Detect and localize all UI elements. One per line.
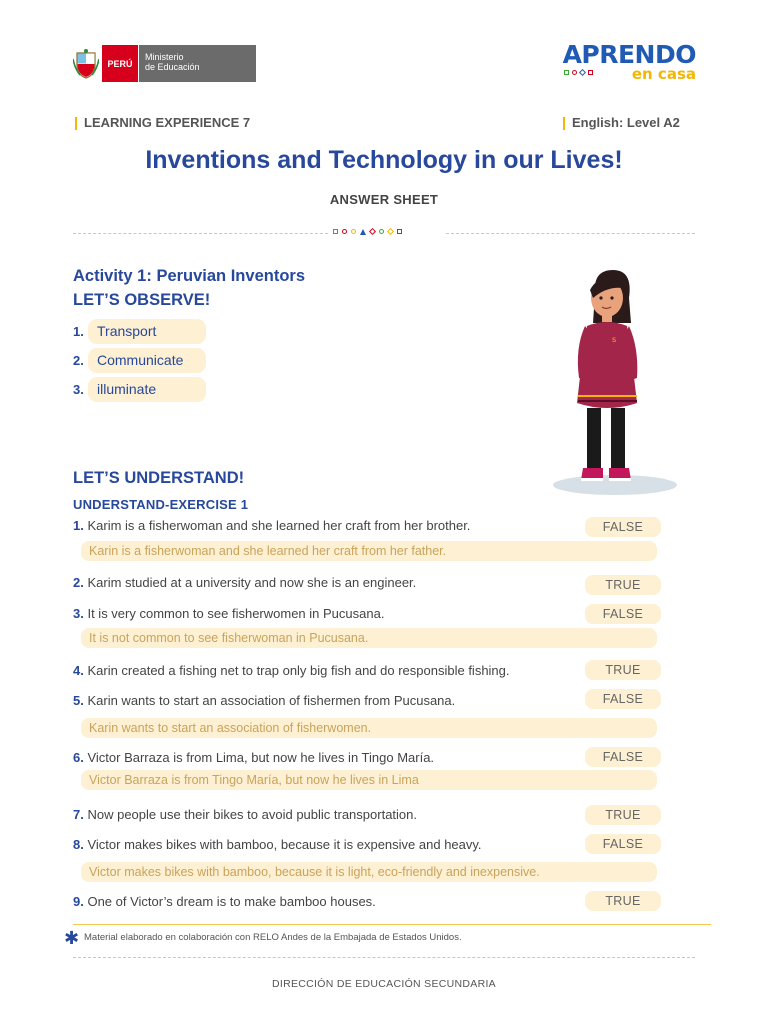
circle-icon bbox=[351, 229, 356, 234]
question-text: Now people use their bikes to avoid public transportation. bbox=[87, 807, 417, 822]
question-text: Karim is a fisherwoman and she learned her craft from her brother. bbox=[87, 518, 471, 533]
observe-answer: Communicate bbox=[88, 348, 206, 373]
footnote: Material elaborado en colaboración con RELO Andes de la Embajada de Estados Unidos. bbox=[84, 932, 462, 943]
svg-text:s: s bbox=[612, 335, 617, 344]
question-6 bbox=[73, 750, 434, 765]
diamond-icon bbox=[369, 228, 376, 235]
label-bar bbox=[75, 117, 77, 130]
correction-text: It is not common to see fisherwoman in Pucusana. bbox=[81, 628, 657, 648]
answer-badge: FALSE bbox=[585, 747, 661, 767]
brand-top-text: APRENDO bbox=[562, 40, 696, 69]
activity-heading: Activity 1: Peruvian Inventors bbox=[73, 267, 305, 285]
brand-shapes bbox=[564, 70, 593, 75]
divider-left bbox=[73, 233, 328, 234]
question-7 bbox=[73, 807, 417, 822]
ministry-line-1: Ministerio bbox=[145, 52, 184, 62]
item-number: 2. bbox=[73, 353, 84, 368]
question-text: Victor Barraza is from Lima, but now he lives in Tingo María. bbox=[87, 750, 435, 765]
answer-badge: FALSE bbox=[585, 834, 661, 854]
question-number: 9. bbox=[73, 894, 84, 909]
diamond-icon bbox=[387, 228, 394, 235]
divider-shapes bbox=[333, 229, 402, 235]
square-icon bbox=[564, 70, 569, 75]
peru-label: PERÚ bbox=[102, 45, 138, 82]
correction-text: Victor makes bikes with bamboo, because it is light, eco-friendly and inexpensive. bbox=[81, 862, 657, 882]
answer-badge: FALSE bbox=[585, 604, 661, 624]
observe-answer: Transport bbox=[88, 319, 206, 344]
correction-text: Karin is a fisherwoman and she learned her craft from her father. bbox=[81, 541, 657, 561]
exercise-heading: UNDERSTAND-EXERCISE 1 bbox=[73, 497, 249, 512]
page-title: Inventions and Technology in our Lives! bbox=[145, 146, 623, 174]
footnote-rule bbox=[73, 924, 711, 925]
footer-divider bbox=[73, 957, 695, 958]
correction-text: Karin wants to start an association of fisherwomen. bbox=[81, 718, 657, 738]
question-number: 5. bbox=[73, 693, 84, 708]
page-subtitle: ANSWER SHEET bbox=[329, 192, 439, 207]
coat-of-arms-icon bbox=[70, 45, 102, 82]
triangle-icon bbox=[360, 229, 366, 235]
question-text: Karim studied at a university and now she is an engineer. bbox=[87, 575, 417, 590]
answer-badge: TRUE bbox=[585, 891, 661, 911]
question-8 bbox=[73, 837, 482, 852]
question-1 bbox=[73, 518, 470, 533]
question-number: 6. bbox=[73, 750, 84, 765]
level-label: English: Level A2 bbox=[572, 115, 680, 130]
answer-badge: TRUE bbox=[585, 575, 661, 595]
question-text: Karin created a fishing net to trap only big fish and do responsible fishing. bbox=[87, 663, 510, 678]
label-bar bbox=[563, 117, 565, 130]
divider-right bbox=[446, 233, 695, 234]
observe-answer: illuminate bbox=[88, 377, 206, 402]
question-text: Karin wants to start an association of fishermen from Pucusana. bbox=[87, 693, 456, 708]
asterisk-icon: ✱ bbox=[64, 928, 80, 948]
square-icon bbox=[588, 70, 593, 75]
answer-badge: TRUE bbox=[585, 805, 661, 825]
question-number: 4. bbox=[73, 663, 84, 678]
item-number: 1. bbox=[73, 324, 84, 339]
question-text: Victor makes bikes with bamboo, because it is expensive and heavy. bbox=[87, 837, 482, 852]
circle-icon bbox=[572, 70, 577, 75]
student-illustration bbox=[545, 268, 685, 498]
answer-badge: FALSE bbox=[585, 517, 661, 537]
question-number: 3. bbox=[73, 606, 84, 621]
ministry-name bbox=[138, 45, 256, 82]
question-number: 8. bbox=[73, 837, 84, 852]
question-3 bbox=[73, 606, 384, 621]
footer-text: DIRECCIÓN DE EDUCACIÓN SECUNDARIA bbox=[271, 978, 496, 990]
square-icon bbox=[333, 229, 338, 234]
learning-experience-label: LEARNING EXPERIENCE 7 bbox=[84, 115, 251, 130]
question-number: 7. bbox=[73, 807, 84, 822]
circle-icon bbox=[379, 229, 384, 234]
question-number: 1. bbox=[73, 518, 84, 533]
question-2 bbox=[73, 575, 416, 590]
understand-heading: LET’S UNDERSTAND! bbox=[73, 469, 245, 487]
circle-icon bbox=[342, 229, 347, 234]
observe-heading: LET’S OBSERVE! bbox=[73, 291, 211, 309]
question-text: One of Victor’s dream is to make bamboo houses. bbox=[87, 894, 376, 909]
question-9 bbox=[73, 894, 376, 909]
answer-badge: FALSE bbox=[585, 689, 661, 709]
question-number: 2. bbox=[73, 575, 84, 590]
square-icon bbox=[397, 229, 402, 234]
ministry-logo bbox=[70, 45, 256, 82]
brand-bottom-text: en casa bbox=[631, 65, 696, 83]
aprendo-en-casa-logo bbox=[562, 42, 696, 84]
diamond-icon bbox=[579, 69, 586, 76]
question-4 bbox=[73, 663, 510, 678]
answer-badge: TRUE bbox=[585, 660, 661, 680]
item-number: 3. bbox=[73, 382, 84, 397]
question-5 bbox=[73, 693, 455, 708]
correction-text: Victor Barraza is from Tingo María, but now he lives in Lima bbox=[81, 770, 657, 790]
ministry-line-2: de Educación bbox=[145, 62, 200, 72]
question-text: It is very common to see fisherwomen in Pucusana. bbox=[87, 606, 385, 621]
